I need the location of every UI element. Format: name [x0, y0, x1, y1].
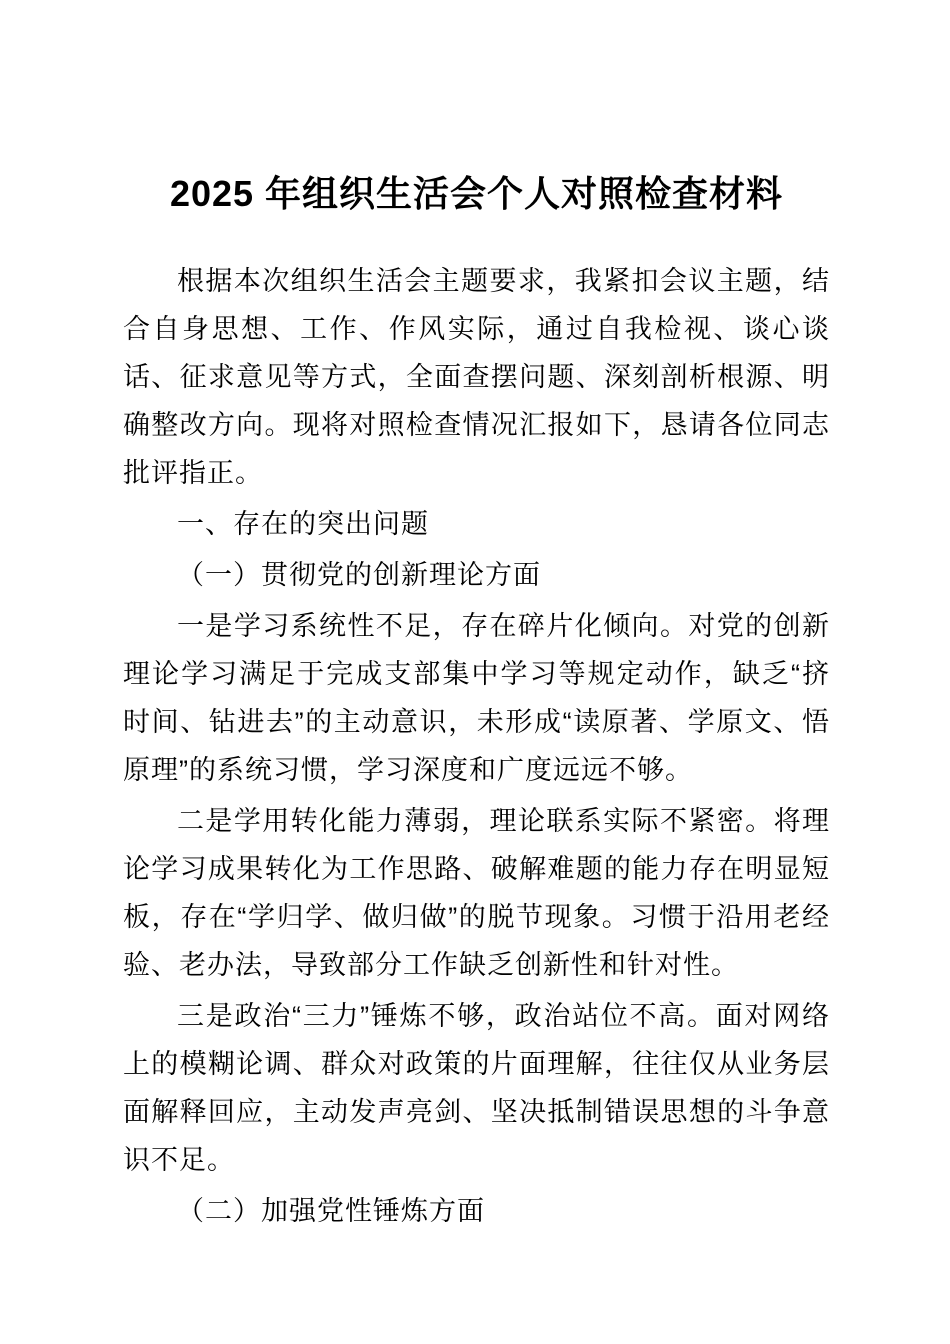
- section-heading: 一、存在的突出问题: [177, 509, 429, 539]
- document-body: [123, 257, 830, 1235]
- paragraph: 根据本次组织生活会主题要求，我紧扣会议主题，结合自身思想、工作、作风实际，通过自我检视、谈心谈话、征求意见等方式，全面查摆问题、深刻剖析根源、明确整改方向。现将对照检查情况汇报如下，恳请各位同志批评指正。: [123, 266, 830, 488]
- document-title: 2025 年组织生活会个人对照检查材料: [169, 173, 784, 214]
- paragraph: 二是学用转化能力薄弱，理论联系实际不紧密。将理论学习成果转化为工作思路、破解难题的能力存在明显短板，存在“学归学、做归做”的脱节现象。习惯于沿用老经验、老办法，导致部分工作缺乏创新性和针对性。: [123, 806, 830, 980]
- paragraph: 一是学习系统性不足，存在碎片化倾向。对党的创新理论学习满足于完成支部集中学习等规定动作，缺乏“挤时间、钻进去”的主动意识，未形成“读原著、学原文、悟原理”的系统习惯，学习深度和广度远远不够。: [123, 611, 830, 785]
- subsection-heading: （二）加强党性锤炼方面: [177, 1196, 485, 1226]
- subsection-heading: （一）贯彻党的创新理论方面: [177, 560, 541, 590]
- paragraph: 三是政治“三力”锤炼不够，政治站位不高。面对网络上的模糊论调、群众对政策的片面理解，往往仅从业务层面解释回应，主动发声亮剑、坚决抵制错误思想的斗争意识不足。: [123, 1001, 830, 1175]
